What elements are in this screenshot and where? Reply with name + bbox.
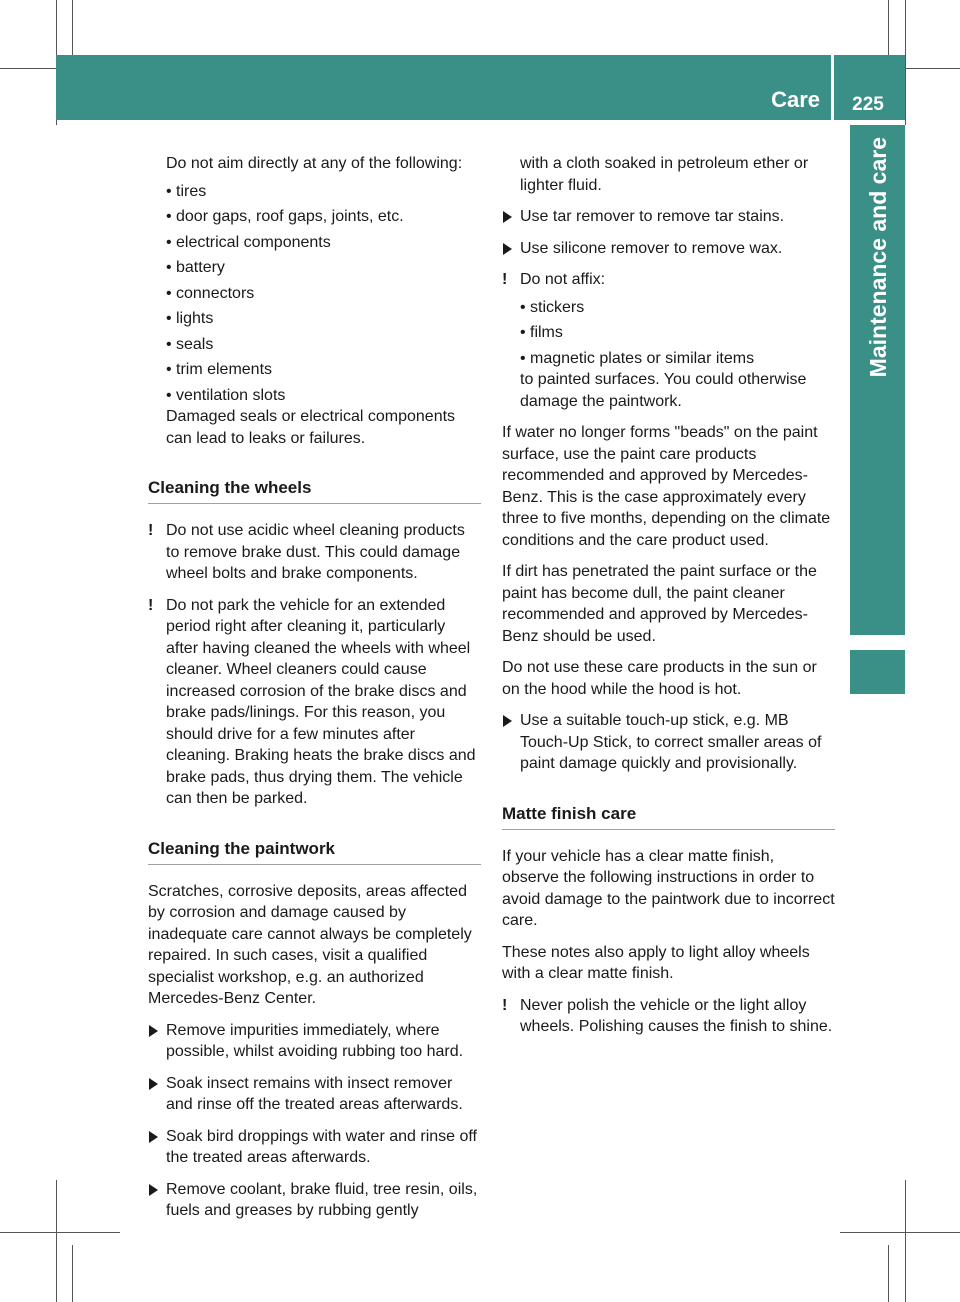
list-item: • films <box>520 322 835 344</box>
section-heading: Cleaning the wheels <box>148 459 481 504</box>
arrow-icon <box>503 243 512 255</box>
crop-mark <box>888 1245 889 1302</box>
crop-mark <box>840 1232 960 1233</box>
right-column <box>502 153 835 1048</box>
bullet-list <box>166 181 481 407</box>
paragraph: with a cloth soaked in petroleum ether or lighter fluid. <box>520 155 809 194</box>
crop-mark <box>72 1245 73 1302</box>
section-title: Care <box>771 87 820 112</box>
crop-mark <box>905 1180 906 1302</box>
warning-icon: ! <box>502 996 508 1014</box>
paragraph: If dirt has penetrated the paint surface or the paint has become dull, the paint cleaner recommended and approved by Mercedes-Benz should be used. <box>502 563 817 645</box>
list-item: • connectors <box>166 283 481 305</box>
header-divider <box>831 55 834 120</box>
paragraph: Scratches, corrosive deposits, areas affected by corrosion and damage caused by inadequate care cannot always be completely repaired. In such cases, visit a qualified specialist workshop, e.g. an authorized Mercedes-Benz Center. <box>148 882 472 1007</box>
list-item: • seals <box>166 334 481 356</box>
step <box>148 1073 481 1116</box>
paragraph: Do not use these care products in the sun or on the hood while the hood is hot. <box>502 659 817 698</box>
step-text: Remove impurities immediately, where possible, whilst avoiding rubbing too hard. <box>166 1021 464 1060</box>
arrow-icon <box>149 1131 158 1143</box>
paragraph: These notes also apply to light alloy wheels with a clear matte finish. <box>502 943 810 982</box>
list-item: • lights <box>166 308 481 330</box>
bullet-list <box>520 297 835 370</box>
paragraph: to painted surfaces. You could otherwise damage the paintwork. <box>520 371 807 410</box>
arrow-icon <box>149 1078 158 1090</box>
left-column <box>148 153 481 1232</box>
list-item: • ventilation slots <box>166 385 481 407</box>
page-number: 225 <box>852 94 884 115</box>
list-item: • battery <box>166 257 481 279</box>
step-text: Soak bird droppings with water and rinse off the treated areas afterwards. <box>166 1127 477 1166</box>
note-text: Never polish the vehicle or the light alloy wheels. Polishing causes the finish to shine. <box>520 996 833 1035</box>
warning-icon: ! <box>502 271 508 288</box>
note <box>148 520 481 585</box>
crop-mark <box>0 1232 120 1233</box>
note <box>502 995 835 1038</box>
step <box>148 1020 481 1063</box>
list-item: • stickers <box>520 297 835 319</box>
step-text: Use silicone remover to remove wax. <box>520 239 783 257</box>
paragraph: Damaged seals or electrical components can lead to leaks or failures. <box>166 408 456 447</box>
list-item: • electrical components <box>166 232 481 254</box>
arrow-icon <box>149 1184 158 1196</box>
note <box>148 595 481 810</box>
chapter-marker <box>850 650 905 694</box>
step <box>502 206 835 228</box>
paragraph: If water no longer forms "beads" on the paint surface, use the paint care products recommended and approved by Mercedes-Benz. This is the case approximately every three to five months, depending on the climate conditions and the care product used. <box>502 424 831 549</box>
arrow-icon <box>503 211 512 223</box>
note <box>502 269 835 291</box>
step-text: Soak insect remains with insect remover and rinse off the treated areas afterwards. <box>166 1074 463 1113</box>
crop-mark <box>888 0 889 60</box>
crop-mark <box>72 0 73 60</box>
warning-icon: ! <box>148 596 154 614</box>
chapter-tab-label: Maintenance and care <box>865 137 891 378</box>
section-heading: Cleaning the paintwork <box>148 820 481 865</box>
arrow-icon <box>503 715 512 727</box>
list-item: • door gaps, roof gaps, joints, etc. <box>166 206 481 228</box>
step <box>502 238 835 260</box>
paragraph: If your vehicle has a clear matte finish, observe the following instructions in order to avoid damage to the paintwork due to incorrect care. <box>502 847 835 929</box>
note-text: Do not affix: <box>520 271 606 288</box>
note-text: Do not use acidic wheel cleaning products to remove brake dust. This could damage wheel bolts and brake components. <box>166 522 465 582</box>
list-item: • magnetic plates or similar items <box>520 348 835 370</box>
crop-mark <box>56 1180 57 1302</box>
step <box>148 1179 481 1222</box>
step <box>502 710 835 775</box>
list-item: • trim elements <box>166 359 481 381</box>
section-heading: Matte finish care <box>502 785 835 830</box>
arrow-icon <box>149 1025 158 1037</box>
step-text: Use a suitable touch-up stick, e.g. MB Touch-Up Stick, to correct smaller areas of paint damage quickly and provisionally. <box>520 712 822 772</box>
note-text: Do not park the vehicle for an extended period right after cleaning it, particularly after having cleaned the wheels with wheel cleaner. Wheel cleaners could cause increased corrosion of the brake discs and brake pads/linings. For this reason, you should drive for a few minutes after cleaning. Braking heats the brake discs and brake pads, thus drying them. The vehicle can then be parked. <box>166 596 476 807</box>
list-item: • tires <box>166 181 481 203</box>
step-text: Use tar remover to remove tar stains. <box>520 208 785 225</box>
step-text: Remove coolant, brake fluid, tree resin, oils, fuels and greases by rubbing gently <box>166 1180 478 1219</box>
intro-text: Do not aim directly at any of the following: <box>166 155 463 172</box>
step <box>148 1126 481 1169</box>
warning-icon: ! <box>148 522 154 539</box>
chapter-tab <box>850 125 905 635</box>
crop-mark <box>905 0 906 125</box>
